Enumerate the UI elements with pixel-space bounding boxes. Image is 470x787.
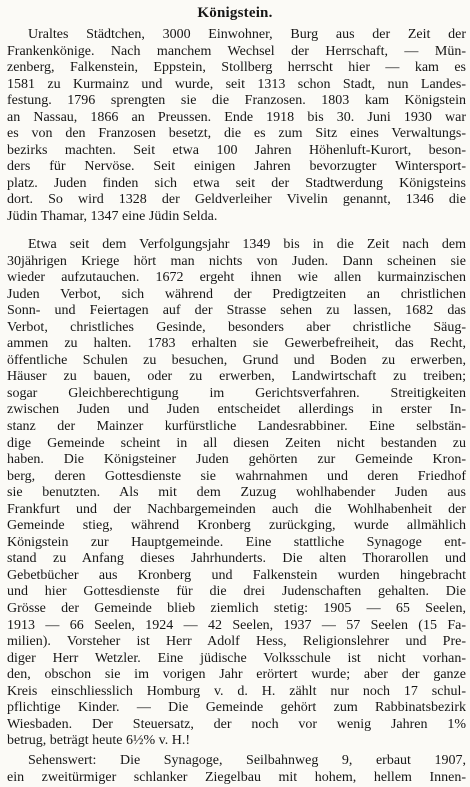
- text-line: platz. Juden finden sich etwa seit der Stadtwerdung Königsteins: [7, 175, 466, 191]
- text-line: Jüdin Thamar, 1347 eine Jüdin Selda.: [7, 209, 218, 225]
- text-line: pflichtige Kinder. — Die Gemeinde gehört zum Rabbinatsbezirk: [7, 700, 466, 716]
- text-line: dige Gemeinde scheint in all diesen Zeiten nicht bestanden zu: [7, 435, 466, 451]
- text-line: stand zu Anfang dieses Jahrhunderts. Die alten Thorarollen und: [7, 551, 466, 567]
- text-line: Sonn- und Feiertagen auf der Strasse sehen zu lassen, 1682 das: [7, 303, 466, 319]
- text-line: dort. So wird 1328 der Geldverleiher Vivelin genannt, 1346 die: [7, 192, 466, 208]
- text-line: sie benutzten. Als mit dem Zuzug wohlhabender Juden aus: [7, 485, 466, 501]
- text-line: und hier Gottesdienste für die drei Judenschaften gehalten. Die: [7, 584, 466, 600]
- text-line: 1913 — 66 Seelen, 1924 — 42 Seelen, 1937 — 57 Seelen (15 Fa-: [7, 617, 466, 633]
- text-line: Königstein zur Hauptgemeinde. Eine stattliche Synagoge ent-: [7, 534, 466, 550]
- paragraph-sights: [0, 753, 470, 786]
- text-line: Sehenswert: Die Synagoge, Seilbahnweg 9, erbaut 1907,: [28, 753, 466, 768]
- text-line: Gemeinde stieg, während Kronberg zurückging, wurde allmählich: [7, 518, 466, 534]
- text-line: den, obschon sie im vorigen Jahr erörtert wurde; aber der ganze: [7, 667, 466, 683]
- text-line: Etwa seit dem Verfolgungsjahr 1349 bis in die Zeit nach dem: [28, 237, 466, 252]
- text-line: Frankfurt und der Nachbargemeinden auch die Wohlhabenheit der: [7, 501, 466, 517]
- text-line: an Nassau, 1866 an Preussen. Ende 1918 bis 30. Juni 1930 war: [7, 109, 466, 125]
- text-line: 1581 zu Kurmainz und wurde, seit 1313 schon Stadt, nun Landes-: [7, 76, 466, 92]
- page-title: Königstein.: [197, 5, 273, 21]
- text-line: milien). Vorsteher ist Herr Adolf Hess, Religionslehrer und Pre-: [7, 634, 466, 650]
- paragraph-jewish-community: [0, 237, 470, 750]
- text-line: Verbot, christliches Gesinde, besonders aber christliche Säug-: [7, 319, 466, 335]
- text-line: bezirks machten. Seit etwa 100 Jahren Höhenluft-Kurort, beson-: [7, 142, 466, 158]
- text-line: haben. Die Königsteiner Juden gehörten zur Gemeinde Kron-: [7, 452, 466, 468]
- text-line: Grösse der Gemeinde blieb ziemlich stetig: 1905 — 65 Seelen,: [7, 601, 466, 617]
- text-line: Juden Verbot, sich während der Predigtzeiten an christlichen: [7, 286, 466, 302]
- text-line: Frankenkönige. Nach manchem Wechsel der Herrschaft, — Mün-: [7, 43, 466, 59]
- text-line: Häuser zu bauen, oder zu erwerben, Landwirtschaft zu treiben;: [7, 369, 466, 385]
- text-line: ders für Nervöse. Seit einigen Jahren bevorzugter Wintersport-: [7, 159, 466, 175]
- paragraph-history: [0, 27, 470, 226]
- text-line: zenberg, Falkenstein, Eppstein, Stollberg herrscht hier — kam es: [7, 60, 466, 76]
- text-line: es von den Franzosen besetzt, die es zum Sitz eines Verwaltungs-: [7, 126, 466, 142]
- text-line: festung. 1796 sprengten sie die Franzosen. 1803 kam Königstein: [7, 93, 466, 109]
- text-line: Uraltes Städtchen, 3000 Einwohner, Burg aus der Zeit der: [28, 27, 466, 42]
- text-line: ammen zu halten. 1783 erhalten sie Gewerbefreiheit, das Recht,: [7, 336, 466, 352]
- text-line: stanz der Mainzer kurfürstliche Landesrabbiner. Eine selbstän-: [7, 419, 466, 435]
- text-line: Kreis einschliesslich Homburg v. d. H. zählt nur noch 17 schul-: [7, 683, 466, 699]
- text-line: 30jährigen Kriege hört man nichts von Juden. Dann scheinen sie: [7, 253, 466, 269]
- text-line: diger Herr Wetzler. Eine jüdische Volksschule ist nicht vorhan-: [7, 650, 466, 666]
- text-line: wieder aufzutauchen. 1672 ergeht ihnen wie allen kurmainzischen: [7, 270, 466, 286]
- text-line: ein zweitürmiger schlanker Ziegelbau mit hohem, hellem Innen-: [7, 769, 466, 785]
- text-line: Gebetbücher aus Kronberg und Falkenstein wurden hingebracht: [7, 567, 466, 583]
- text-line: Wiesbaden. Der Steuersatz, der noch vor wenig Jahren 1%: [7, 716, 466, 732]
- text-line: zwischen Juden und Juden entscheidet allerdings in erster In-: [7, 402, 466, 418]
- text-line: betrug, beträgt heute 6½% v. H.!: [7, 733, 190, 749]
- text-line: sogar Gleichberechtigung im Gerichtsverfahren. Streitigkeiten: [7, 385, 466, 401]
- text-line: öffentliche Schulen zu besuchen, Grund und Boden zu erwerben,: [7, 352, 466, 368]
- text-line: berg, deren Gottesdienste sie wahrnahmen und deren Friedhof: [7, 468, 466, 484]
